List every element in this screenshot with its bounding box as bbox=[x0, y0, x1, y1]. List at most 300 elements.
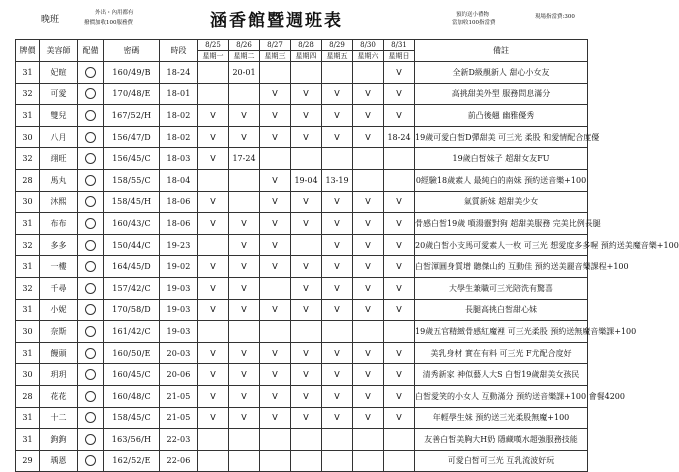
number-cell: 30 bbox=[16, 364, 40, 386]
remarks-cell: 可愛白皙可三光 互乳流波好玩 bbox=[415, 450, 588, 472]
name-cell: 可愛 bbox=[40, 83, 78, 105]
day-cell: 13-19 bbox=[322, 169, 353, 191]
day-cell: V bbox=[322, 277, 353, 299]
name-cell: 饅頭 bbox=[40, 342, 78, 364]
day-cell: V bbox=[198, 407, 229, 429]
time-cell: 20-03 bbox=[160, 342, 198, 364]
option-cell bbox=[78, 169, 104, 191]
day-cell: V bbox=[291, 342, 322, 364]
time-cell: 19-23 bbox=[160, 234, 198, 256]
day-cell bbox=[384, 429, 415, 451]
day-cell: V bbox=[322, 256, 353, 278]
day-cell bbox=[353, 429, 384, 451]
table-row bbox=[16, 213, 588, 235]
day-cell: V bbox=[322, 342, 353, 364]
day-cell: V bbox=[260, 213, 291, 235]
day-cell bbox=[260, 277, 291, 299]
code-cell: 160/48/C bbox=[104, 385, 160, 407]
day-cell bbox=[291, 321, 322, 343]
name-cell: 八月 bbox=[40, 126, 78, 148]
remarks-cell: 19歲五官精緻骨感紅魔裡 可三光柔股 預約送無魔音樂課+100 bbox=[415, 321, 588, 343]
time-cell: 19-03 bbox=[160, 321, 198, 343]
name-cell: 沐熙 bbox=[40, 191, 78, 213]
table-row bbox=[16, 105, 588, 127]
day-cell: V bbox=[198, 256, 229, 278]
day-cell bbox=[322, 148, 353, 170]
option-cell bbox=[78, 364, 104, 386]
time-cell: 20-06 bbox=[160, 364, 198, 386]
circle-icon bbox=[85, 67, 96, 78]
col-header-day-2 bbox=[229, 40, 260, 62]
remarks-cell: 清秀新家 神似藝人大S 白皙19歲甜美女孩民 bbox=[415, 364, 588, 386]
circle-icon bbox=[85, 240, 96, 251]
number-cell: 31 bbox=[16, 105, 40, 127]
code-cell: 162/52/E bbox=[104, 450, 160, 472]
day-cell: V bbox=[291, 385, 322, 407]
option-cell bbox=[78, 213, 104, 235]
circle-icon bbox=[85, 88, 96, 99]
time-cell: 18-06 bbox=[160, 213, 198, 235]
code-cell: 156/45/C bbox=[104, 148, 160, 170]
day-cell bbox=[198, 321, 229, 343]
date-label: 8/25 bbox=[205, 41, 221, 49]
name-cell: 雙兒 bbox=[40, 105, 78, 127]
table-row bbox=[16, 450, 588, 472]
day-cell bbox=[229, 321, 260, 343]
name-cell: 奈斯 bbox=[40, 321, 78, 343]
day-cell: V bbox=[353, 213, 384, 235]
day-cell: V bbox=[384, 385, 415, 407]
day-cell bbox=[384, 169, 415, 191]
code-cell: 158/45/H bbox=[104, 191, 160, 213]
day-cell: V bbox=[198, 148, 229, 170]
option-cell bbox=[78, 191, 104, 213]
day-cell bbox=[198, 62, 229, 84]
day-cell: V bbox=[353, 105, 384, 127]
day-cell: V bbox=[260, 299, 291, 321]
time-cell: 21-05 bbox=[160, 407, 198, 429]
name-cell: 布布 bbox=[40, 213, 78, 235]
day-cell bbox=[229, 191, 260, 213]
table-row bbox=[16, 385, 588, 407]
day-cell: V bbox=[353, 385, 384, 407]
circle-icon bbox=[85, 283, 96, 294]
time-cell: 19-02 bbox=[160, 256, 198, 278]
number-cell: 31 bbox=[16, 407, 40, 429]
day-cell: V bbox=[260, 169, 291, 191]
name-cell: 妃暄 bbox=[40, 62, 78, 84]
number-cell: 31 bbox=[16, 429, 40, 451]
day-cell: V bbox=[384, 277, 415, 299]
remarks-cell: 友善白皙美胸大H奶 隱藏嘆水超強服務技能 bbox=[415, 429, 588, 451]
option-cell bbox=[78, 62, 104, 84]
circle-icon bbox=[85, 391, 96, 402]
day-cell bbox=[291, 429, 322, 451]
day-cell: V bbox=[260, 126, 291, 148]
day-cell: V bbox=[322, 364, 353, 386]
day-cell: V bbox=[322, 299, 353, 321]
day-cell: V bbox=[291, 213, 322, 235]
col-header-day-5 bbox=[322, 40, 353, 62]
day-cell bbox=[353, 169, 384, 191]
day-cell: V bbox=[198, 277, 229, 299]
option-cell bbox=[78, 105, 104, 127]
name-cell: 花花 bbox=[40, 385, 78, 407]
remarks-cell: 前凸後翹 幽雅優秀 bbox=[415, 105, 588, 127]
number-cell: 32 bbox=[16, 148, 40, 170]
col-header-name: 美容師 bbox=[40, 40, 78, 62]
circle-icon bbox=[85, 434, 96, 445]
day-cell bbox=[291, 450, 322, 472]
day-cell bbox=[229, 169, 260, 191]
col-header-option: 配備 bbox=[78, 40, 104, 62]
code-cell: 160/45/C bbox=[104, 364, 160, 386]
date-label: 8/27 bbox=[267, 41, 283, 49]
day-cell: V bbox=[260, 342, 291, 364]
day-cell bbox=[198, 429, 229, 451]
option-cell bbox=[78, 256, 104, 278]
day-cell: V bbox=[353, 407, 384, 429]
time-cell: 22-03 bbox=[160, 429, 198, 451]
code-cell: 156/47/D bbox=[104, 126, 160, 148]
option-cell bbox=[78, 299, 104, 321]
circle-icon bbox=[85, 132, 96, 143]
day-cell bbox=[198, 234, 229, 256]
number-cell: 30 bbox=[16, 191, 40, 213]
number-cell: 28 bbox=[16, 385, 40, 407]
day-cell: V bbox=[384, 256, 415, 278]
day-cell: V bbox=[384, 234, 415, 256]
remarks-cell: 骨感白皙19歲 噴湯靈對狗 超甜美服務 完美比例長腿 bbox=[415, 213, 588, 235]
code-cell: 161/42/C bbox=[104, 321, 160, 343]
circle-icon bbox=[85, 218, 96, 229]
day-cell: V bbox=[384, 299, 415, 321]
day-cell: V bbox=[384, 342, 415, 364]
code-cell: 167/52/H bbox=[104, 105, 160, 127]
day-cell: V bbox=[353, 83, 384, 105]
remarks-cell: 氣質新妹 超甜美少女 bbox=[415, 191, 588, 213]
table-row bbox=[16, 83, 588, 105]
day-cell: V bbox=[353, 256, 384, 278]
day-cell: V bbox=[353, 277, 384, 299]
time-cell: 18-01 bbox=[160, 83, 198, 105]
day-cell: V bbox=[322, 83, 353, 105]
number-cell: 32 bbox=[16, 277, 40, 299]
date-label: 8/30 bbox=[360, 41, 376, 49]
day-cell: V bbox=[229, 213, 260, 235]
day-cell: V bbox=[322, 191, 353, 213]
number-cell: 31 bbox=[16, 256, 40, 278]
remarks-cell: 全新D級靚新人 甜心小女友 bbox=[415, 62, 588, 84]
day-cell: 17-24 bbox=[229, 148, 260, 170]
day-cell: 19-04 bbox=[291, 169, 322, 191]
day-cell: V bbox=[198, 213, 229, 235]
remarks-cell: 白皙渾圓身質增 聽傑山約 互動佳 預約送美麗音樂課程+100 bbox=[415, 256, 588, 278]
name-cell: 十二 bbox=[40, 407, 78, 429]
day-cell bbox=[198, 450, 229, 472]
table-row bbox=[16, 342, 588, 364]
day-cell bbox=[384, 450, 415, 472]
day-cell: V bbox=[198, 342, 229, 364]
day-cell: V bbox=[229, 299, 260, 321]
remarks-cell: 19歲可愛白皙D彈甜美 可三光 柔股 和愛情配合度優 bbox=[415, 126, 588, 148]
day-cell: V bbox=[198, 191, 229, 213]
col-header-day-6 bbox=[353, 40, 384, 62]
col-header-number: 牌價 bbox=[16, 40, 40, 62]
day-cell: V bbox=[353, 299, 384, 321]
table-row bbox=[16, 407, 588, 429]
header-note-right-2: 當加收100指當費 bbox=[452, 20, 496, 26]
day-cell bbox=[353, 148, 384, 170]
header-note-right-1: 預約送小禮物 bbox=[456, 12, 490, 18]
day-cell bbox=[260, 321, 291, 343]
number-cell: 31 bbox=[16, 299, 40, 321]
day-cell: V bbox=[384, 213, 415, 235]
name-cell: 馬丸 bbox=[40, 169, 78, 191]
table-row bbox=[16, 321, 588, 343]
day-cell: V bbox=[384, 407, 415, 429]
day-cell: V bbox=[291, 256, 322, 278]
day-cell: V bbox=[198, 364, 229, 386]
circle-icon bbox=[85, 326, 96, 337]
code-cell: 158/55/C bbox=[104, 169, 160, 191]
circle-icon bbox=[85, 455, 96, 466]
circle-icon bbox=[85, 153, 96, 164]
table-row bbox=[16, 234, 588, 256]
remarks-cell: 白皙愛笑的小女人 互動滿分 預約送音樂課+100 會餐4200 bbox=[415, 385, 588, 407]
circle-icon bbox=[85, 110, 96, 121]
code-cell: 157/42/C bbox=[104, 277, 160, 299]
name-cell: 小妮 bbox=[40, 299, 78, 321]
day-cell: V bbox=[229, 126, 260, 148]
circle-icon bbox=[85, 196, 96, 207]
header-note-left-1: 外出・內用都有 bbox=[95, 10, 134, 16]
day-cell: V bbox=[384, 105, 415, 127]
col-header-day-4 bbox=[291, 40, 322, 62]
day-cell: V bbox=[291, 105, 322, 127]
day-cell: V bbox=[198, 105, 229, 127]
number-cell: 31 bbox=[16, 342, 40, 364]
day-cell bbox=[291, 234, 322, 256]
time-cell: 19-03 bbox=[160, 277, 198, 299]
option-cell bbox=[78, 83, 104, 105]
day-cell: V bbox=[322, 126, 353, 148]
name-cell: 一樓 bbox=[40, 256, 78, 278]
circle-icon bbox=[85, 261, 96, 272]
time-cell: 18-24 bbox=[160, 62, 198, 84]
option-cell bbox=[78, 342, 104, 364]
day-cell: V bbox=[229, 407, 260, 429]
circle-icon bbox=[85, 412, 96, 423]
day-cell bbox=[322, 429, 353, 451]
number-cell: 31 bbox=[16, 213, 40, 235]
option-cell bbox=[78, 407, 104, 429]
day-cell: V bbox=[229, 277, 260, 299]
date-label: 8/31 bbox=[391, 41, 407, 49]
day-cell bbox=[229, 429, 260, 451]
name-cell: 翊旺 bbox=[40, 148, 78, 170]
code-cell: 150/44/C bbox=[104, 234, 160, 256]
number-cell: 31 bbox=[16, 62, 40, 84]
shift-label: 晚班 bbox=[41, 15, 60, 25]
day-cell: V bbox=[229, 234, 260, 256]
remarks-cell: 長腿高挑白皙甜心妹 bbox=[415, 299, 588, 321]
day-cell bbox=[322, 321, 353, 343]
name-cell: 多多 bbox=[40, 234, 78, 256]
option-cell bbox=[78, 277, 104, 299]
table-row bbox=[16, 191, 588, 213]
time-cell: 18-02 bbox=[160, 126, 198, 148]
code-cell: 170/48/E bbox=[104, 83, 160, 105]
name-cell: 千尋 bbox=[40, 277, 78, 299]
day-cell: V bbox=[384, 191, 415, 213]
day-cell: V bbox=[353, 234, 384, 256]
day-cell: V bbox=[198, 385, 229, 407]
day-cell bbox=[198, 169, 229, 191]
remarks-cell: 0經驗18歲素人 最純白的南妹 預約送音樂+100 bbox=[415, 169, 588, 191]
option-cell bbox=[78, 234, 104, 256]
day-cell bbox=[322, 450, 353, 472]
number-cell: 30 bbox=[16, 126, 40, 148]
day-cell bbox=[384, 148, 415, 170]
day-cell: V bbox=[229, 256, 260, 278]
day-cell: V bbox=[322, 385, 353, 407]
date-label: 8/28 bbox=[298, 41, 314, 49]
remarks-cell: 20歲白皙小支馬可愛素人一枚 可三光 想愛度多多喔 預約送美魔音樂+100 bbox=[415, 234, 588, 256]
day-cell: V bbox=[291, 299, 322, 321]
option-cell bbox=[78, 321, 104, 343]
day-cell: V bbox=[384, 364, 415, 386]
day-cell bbox=[291, 148, 322, 170]
time-cell: 21-05 bbox=[160, 385, 198, 407]
day-cell bbox=[384, 321, 415, 343]
day-cell: V bbox=[353, 126, 384, 148]
day-cell: V bbox=[322, 213, 353, 235]
day-cell: V bbox=[291, 83, 322, 105]
weekday-label: 星期三 bbox=[260, 50, 290, 61]
option-cell bbox=[78, 148, 104, 170]
table-row bbox=[16, 62, 588, 84]
day-cell: V bbox=[260, 385, 291, 407]
remarks-cell: 高挑甜美外型 服務問息滿分 bbox=[415, 83, 588, 105]
code-cell: 158/45/C bbox=[104, 407, 160, 429]
col-header-time: 時段 bbox=[160, 40, 198, 62]
date-label: 8/26 bbox=[236, 41, 252, 49]
day-cell: V bbox=[260, 191, 291, 213]
day-cell: V bbox=[291, 126, 322, 148]
time-cell: 18-02 bbox=[160, 105, 198, 127]
number-cell: 30 bbox=[16, 321, 40, 343]
day-cell bbox=[260, 148, 291, 170]
col-header-day-7 bbox=[384, 40, 415, 62]
day-cell: V bbox=[384, 83, 415, 105]
remarks-cell: 美乳身材 實在有料 可三光 F尤配合度好 bbox=[415, 342, 588, 364]
code-cell: 160/43/C bbox=[104, 213, 160, 235]
option-cell bbox=[78, 450, 104, 472]
day-cell: V bbox=[291, 407, 322, 429]
day-cell: V bbox=[353, 342, 384, 364]
day-cell: V bbox=[260, 407, 291, 429]
header-note-left-2: 撥價加收100服務費 bbox=[84, 20, 133, 26]
weekday-label: 星期六 bbox=[353, 50, 383, 61]
day-cell bbox=[260, 450, 291, 472]
circle-icon bbox=[85, 304, 96, 315]
circle-icon bbox=[85, 348, 96, 359]
weekday-label: 星期五 bbox=[322, 50, 352, 61]
table-row bbox=[16, 148, 588, 170]
time-cell: 18-03 bbox=[160, 148, 198, 170]
day-cell: V bbox=[198, 126, 229, 148]
circle-icon bbox=[85, 369, 96, 380]
day-cell: 18-24 bbox=[384, 126, 415, 148]
header-note-right-3: 現場指當費:300 bbox=[535, 14, 575, 20]
remarks-cell: 19歲白皙妹子 超甜女友FU bbox=[415, 148, 588, 170]
table-row bbox=[16, 169, 588, 191]
col-header-code: 密碼 bbox=[104, 40, 160, 62]
day-cell: V bbox=[291, 277, 322, 299]
table-row bbox=[16, 277, 588, 299]
table-row bbox=[16, 256, 588, 278]
number-cell: 28 bbox=[16, 169, 40, 191]
day-cell bbox=[229, 83, 260, 105]
day-cell: V bbox=[291, 364, 322, 386]
weekday-label: 星期一 bbox=[198, 50, 228, 61]
day-cell bbox=[229, 450, 260, 472]
day-cell: V bbox=[229, 105, 260, 127]
col-header-day-1 bbox=[198, 40, 229, 62]
code-cell: 160/50/E bbox=[104, 342, 160, 364]
remarks-cell: 大學生兼職可三光陪洗有驚喜 bbox=[415, 277, 588, 299]
option-cell bbox=[78, 429, 104, 451]
schedule-table bbox=[15, 39, 679, 472]
day-cell: V bbox=[260, 364, 291, 386]
day-cell: V bbox=[260, 256, 291, 278]
code-cell: 160/49/B bbox=[104, 62, 160, 84]
day-cell bbox=[353, 321, 384, 343]
schedule-rows bbox=[16, 62, 679, 472]
code-cell: 163/56/H bbox=[104, 429, 160, 451]
table-row bbox=[16, 364, 588, 386]
day-cell: V bbox=[198, 299, 229, 321]
day-cell: V bbox=[229, 342, 260, 364]
weekday-label: 星期二 bbox=[229, 50, 259, 61]
time-cell: 19-03 bbox=[160, 299, 198, 321]
day-cell bbox=[198, 83, 229, 105]
remarks-cell: 年輕學生妹 預約送三光柔股無魔+100 bbox=[415, 407, 588, 429]
day-cell: V bbox=[322, 234, 353, 256]
day-cell bbox=[353, 450, 384, 472]
time-cell: 18-04 bbox=[160, 169, 198, 191]
table-row bbox=[16, 126, 588, 148]
number-cell: 32 bbox=[16, 234, 40, 256]
number-cell: 32 bbox=[16, 83, 40, 105]
option-cell bbox=[78, 126, 104, 148]
weekday-label: 星期四 bbox=[291, 50, 321, 61]
col-header-day-3 bbox=[260, 40, 291, 62]
day-cell bbox=[260, 429, 291, 451]
day-cell bbox=[322, 62, 353, 84]
name-cell: 鉤鉤 bbox=[40, 429, 78, 451]
time-cell: 22-06 bbox=[160, 450, 198, 472]
weekday-label: 星期日 bbox=[384, 50, 414, 61]
day-cell: V bbox=[353, 191, 384, 213]
day-cell bbox=[353, 62, 384, 84]
day-cell: V bbox=[229, 385, 260, 407]
day-cell: V bbox=[322, 105, 353, 127]
day-cell bbox=[260, 62, 291, 84]
table-row bbox=[16, 299, 588, 321]
day-cell: V bbox=[229, 364, 260, 386]
